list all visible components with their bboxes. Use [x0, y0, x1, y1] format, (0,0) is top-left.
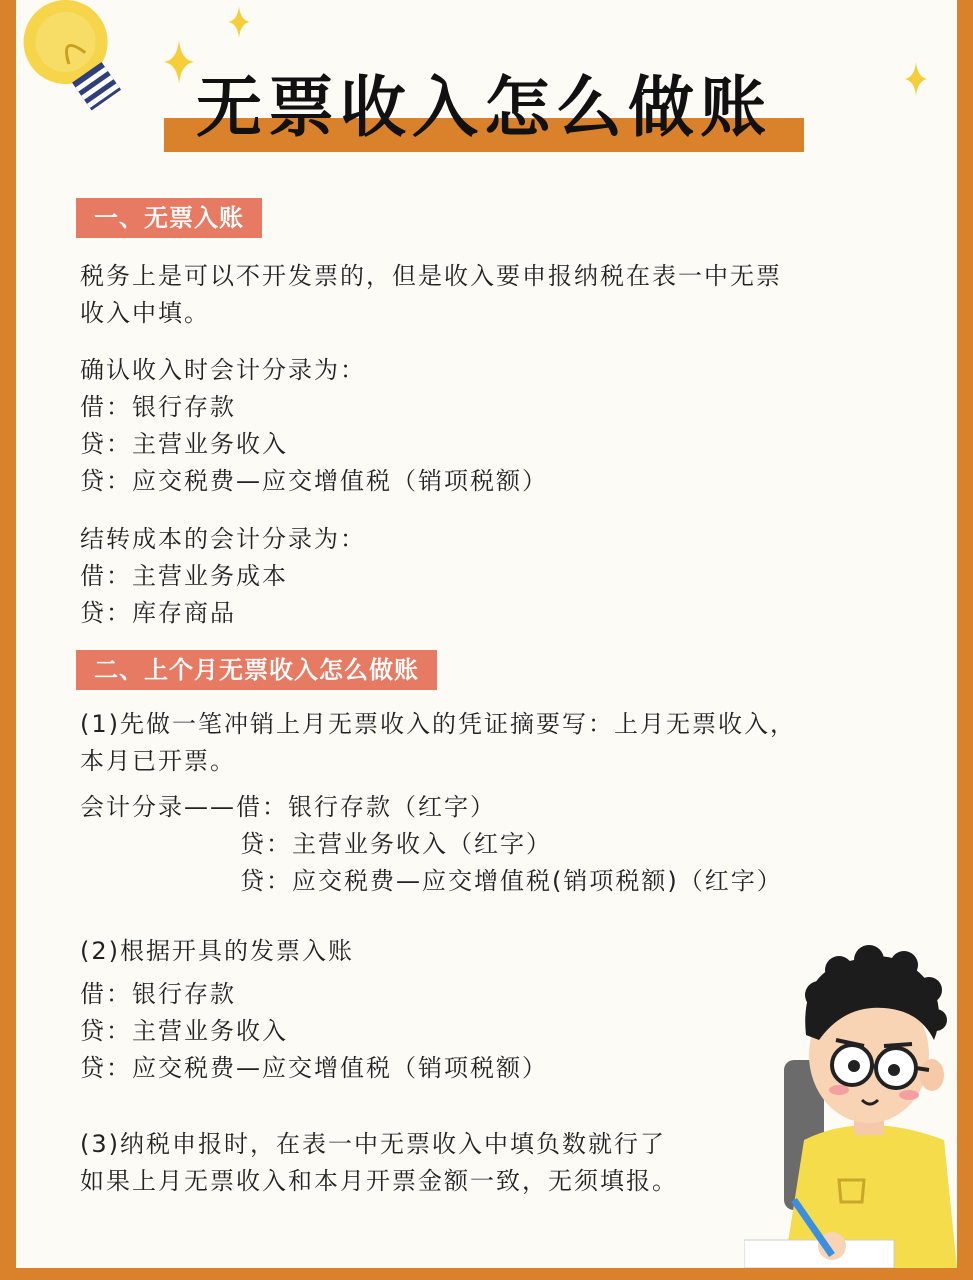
entry-line: 借：银行存款 — [80, 980, 236, 1008]
entry-line: 贷：库存商品 — [80, 599, 236, 627]
entry-line: 贷：应交税费—应交增值税(销项税额)（红字） — [240, 867, 783, 895]
entry-line: 借：银行存款 — [80, 393, 236, 421]
page-title: 无票收入怎么做账 — [196, 69, 772, 146]
step2-heading: (2)根据开具的发票入账 — [80, 937, 354, 965]
title-block — [164, 58, 804, 154]
intro-line: 税务上是可以不开发票的，但是收入要申报纳税在表一中无票 — [80, 262, 782, 290]
entry-line: 贷：主营业务收入（红字） — [240, 830, 552, 858]
sparkle-icon — [904, 62, 928, 96]
lightbulb-icon — [16, 0, 146, 130]
entry-line: 贷：应交税费—应交增值税（销项税额） — [80, 1054, 548, 1082]
entry-line: 贷：主营业务收入 — [80, 430, 288, 458]
page-card — [16, 0, 957, 1268]
cost-heading: 结转成本的会计分录为： — [80, 525, 366, 553]
entry-label: 会计分录——借：银行存款（红字） — [80, 793, 496, 821]
section1-heading: 一、无票入账 — [76, 198, 262, 238]
step1-line: 本月已开票。 — [80, 747, 236, 775]
step1-line: (1)先做一笔冲销上月无票收入的凭证摘要写：上月无票收入， — [80, 710, 796, 738]
entry-line: 借：主营业务成本 — [80, 562, 288, 590]
sparkle-icon — [228, 6, 250, 38]
intro-line: 收入中填。 — [80, 299, 210, 327]
step3-line: 如果上月无票收入和本月开票金额一致，无须填报。 — [80, 1167, 678, 1195]
section2-heading: 二、上个月无票收入怎么做账 — [76, 650, 437, 690]
student-illustration — [744, 940, 957, 1268]
entry-line: 贷：应交税费—应交增值税（销项税额） — [80, 467, 548, 495]
step3-line: (3)纳税申报时，在表一中无票收入中填负数就行了 — [80, 1130, 666, 1158]
confirm-heading: 确认收入时会计分录为： — [80, 356, 366, 384]
entry-line: 贷：主营业务收入 — [80, 1017, 288, 1045]
